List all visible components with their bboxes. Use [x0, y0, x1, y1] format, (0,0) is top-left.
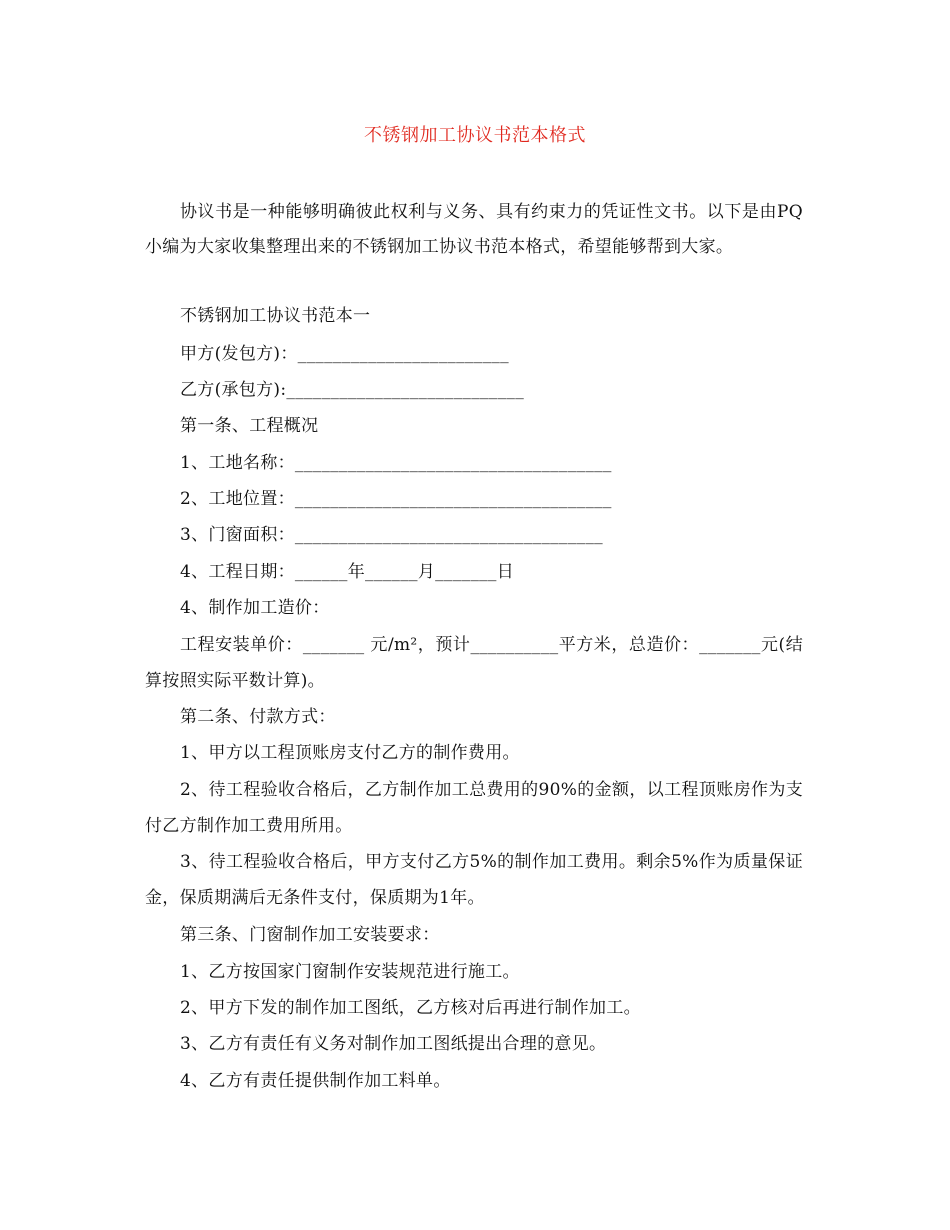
party-a-field: 甲方(发包方)：________________________	[180, 344, 509, 364]
payment-item-3: 3、待工程验收合格后，甲方支付乙方5%的制作加工费用。剩余5%作为质量保证金，保质期满后无条件支付，保质期为1年。	[145, 852, 803, 908]
sample-heading: 不锈钢加工协议书范本一	[180, 306, 371, 326]
site-name-field: 1、工地名称：____________________________________	[180, 453, 612, 473]
party-b-field: 乙方(承包方):___________________________	[180, 380, 524, 400]
article-2-heading: 第二条、付款方式：	[180, 707, 336, 727]
window-area-field: 3、门窗面积：___________________________________	[180, 525, 603, 545]
payment-item-1: 1、甲方以工程顶账房支付乙方的制作费用。	[180, 743, 520, 763]
requirement-item-1: 1、乙方按国家门窗制作安装规范进行施工。	[180, 962, 520, 982]
intro-paragraph: 协议书是一种能够明确彼此权利与义务、具有约束力的凭证性文书。以下是由PQ小编为大家收集整理出来的不锈钢加工协议书范本格式，希望能够帮到大家。	[145, 202, 803, 257]
project-date-field: 4、工程日期：______年______月_______日	[180, 562, 515, 582]
document-title: 不锈钢加工协议书范本格式	[364, 125, 586, 146]
requirement-item-4: 4、乙方有责任提供制作加工料单。	[180, 1071, 451, 1091]
fabrication-cost-heading: 4、制作加工造价：	[180, 598, 330, 618]
site-location-field: 2、工地位置：____________________________________	[180, 489, 612, 509]
payment-item-2: 2、待工程验收合格后，乙方制作加工总费用的90%的金额，以工程顶账房作为支付乙方制作加工费用所用。	[145, 780, 803, 836]
requirement-item-3: 3、乙方有责任有义务对制作加工图纸提出合理的意见。	[180, 1034, 607, 1054]
article-3-heading: 第三条、门窗制作加工安装要求：	[180, 925, 440, 945]
article-1-heading: 第一条、工程概况	[180, 416, 319, 436]
requirement-item-2: 2、甲方下发的制作加工图纸，乙方核对后再进行制作加工。	[180, 998, 641, 1018]
unit-price-paragraph: 工程安装单价：_______ 元/m²，预计__________平方米，总造价：_______元(结算按照实际平数计算)。	[145, 635, 803, 691]
